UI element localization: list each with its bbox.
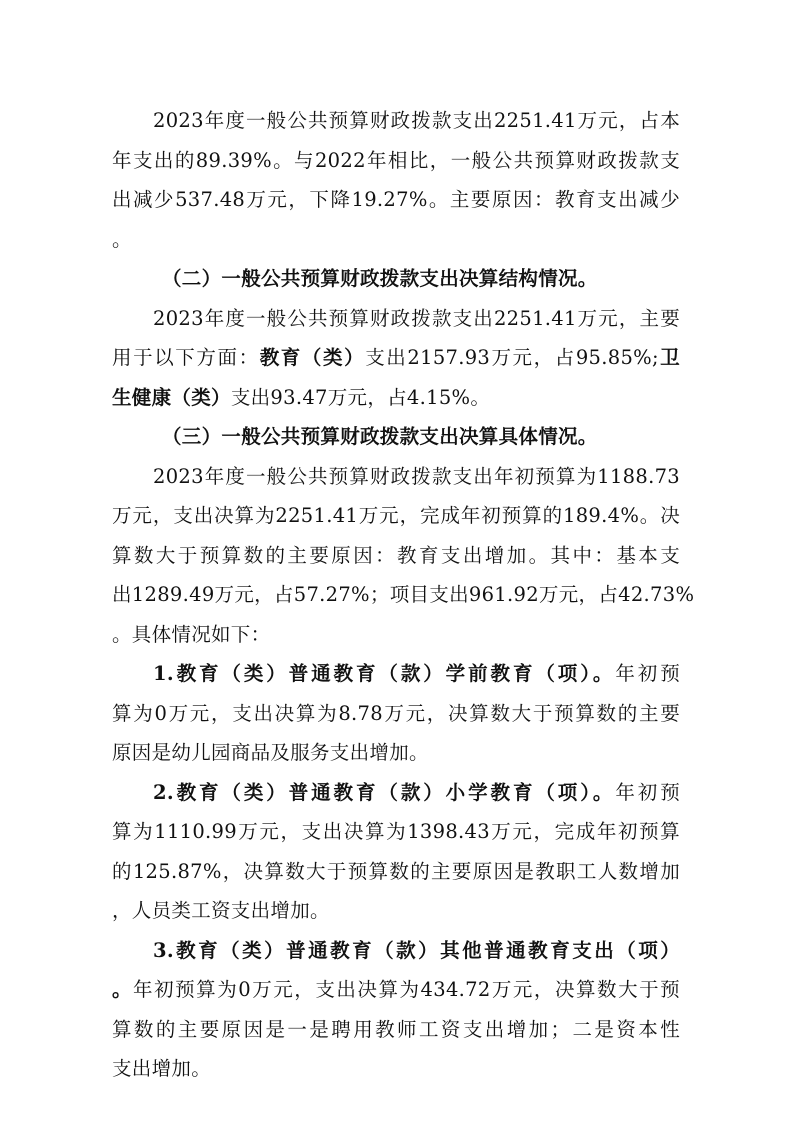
paragraph-2-line-2-text-c: 支出2157.93万元，占95.85%; <box>365 346 659 369</box>
item-3-line-2 <box>112 970 680 1010</box>
paragraph-3-line-3: 算数大于预算数的主要原因：教育支出增加。其中：基本支 <box>112 543 680 567</box>
paragraph-2-line-2-text-a: 用于以下方面： <box>112 346 260 369</box>
paragraph-2-line-2 <box>112 338 680 378</box>
item-3-line-4: 支出增加。 <box>112 1057 212 1080</box>
paragraph-2-line-3 <box>112 378 680 418</box>
item-3-line-3: 算数的主要原因是一是聘用教师工资支出增加；二是资本性 <box>112 1017 680 1041</box>
item-1-line-1 <box>112 654 680 694</box>
paragraph-1-line-4: 。 <box>112 227 132 251</box>
item-3-title: 3.教育（类）普通教育（款）其他普通教育支出（项） <box>153 938 680 962</box>
document-page <box>112 101 695 1089</box>
item-2-line-3: 的125.87%，决算数大于预算数的主要原因是教职工人数增加 <box>112 859 680 883</box>
paragraph-1-line-2: 年支出的89.39%。与2022年相比，一般公共预算财政拨款支 <box>112 148 680 172</box>
paragraph-3-line-1: 2023年度一般公共预算财政拨款支出年初预算为1188.73 <box>153 464 680 488</box>
category-health-end: 生健康（类） <box>112 385 231 409</box>
item-2-line-1-rest: 年初预 <box>615 780 680 804</box>
category-education: 教育（类） <box>259 346 366 369</box>
item-1-line-2: 算为0万元，支出决算为8.78万元，决算数大于预算数的主要 <box>112 701 680 725</box>
item-2-title: 2.教育（类）普通教育（款）小学教育（项）。 <box>153 780 616 804</box>
item-1-line-1-rest: 年初预 <box>615 662 680 685</box>
item-2-line-4: ，人员类工资支出增加。 <box>112 899 330 922</box>
item-3-title-end: 。 <box>112 978 134 1001</box>
paragraph-1-line-3: 出减少537.48万元，下降19.27%。主要原因：教育支出减少 <box>112 188 680 211</box>
section-heading-2: （二）一般公共预算财政拨款支出决算结构情况。 <box>162 267 598 290</box>
item-2-line-1 <box>112 773 680 813</box>
item-1-title: 1.教育（类）普通教育（款）学前教育（项）。 <box>153 662 616 685</box>
paragraph-3-line-4: 出1289.49万元，占57.27%；项目支出961.92万元，占42.73% <box>112 583 695 606</box>
paragraph-2-line-3-text-b: 支出93.47万元，占4.15%。 <box>230 385 491 409</box>
paragraph-3-line-5: 。具体情况如下： <box>112 622 271 646</box>
category-health-start: 卫 <box>658 346 680 369</box>
paragraph-1-line-1: 2023年度一般公共预算财政拨款支出2251.41万元，占本 <box>153 109 680 132</box>
paragraph-3-line-2: 万元，支出决算为2251.41万元，完成年初预算的189.4%。决 <box>112 504 680 527</box>
item-1-line-3: 原因是幼儿园商品及服务支出增加。 <box>112 741 429 764</box>
paragraph-2-line-1: 2023年度一般公共预算财政拨款支出2251.41万元，主要 <box>153 306 680 330</box>
item-2-line-2: 算为1110.99万元，支出决算为1398.43万元，完成年初预算 <box>112 820 680 843</box>
section-heading-3: （三）一般公共预算财政拨款支出决算具体情况。 <box>162 425 598 448</box>
item-3-line-2-text: 年初预算为0万元，支出决算为434.72万元，决算数大于预 <box>133 978 680 1001</box>
